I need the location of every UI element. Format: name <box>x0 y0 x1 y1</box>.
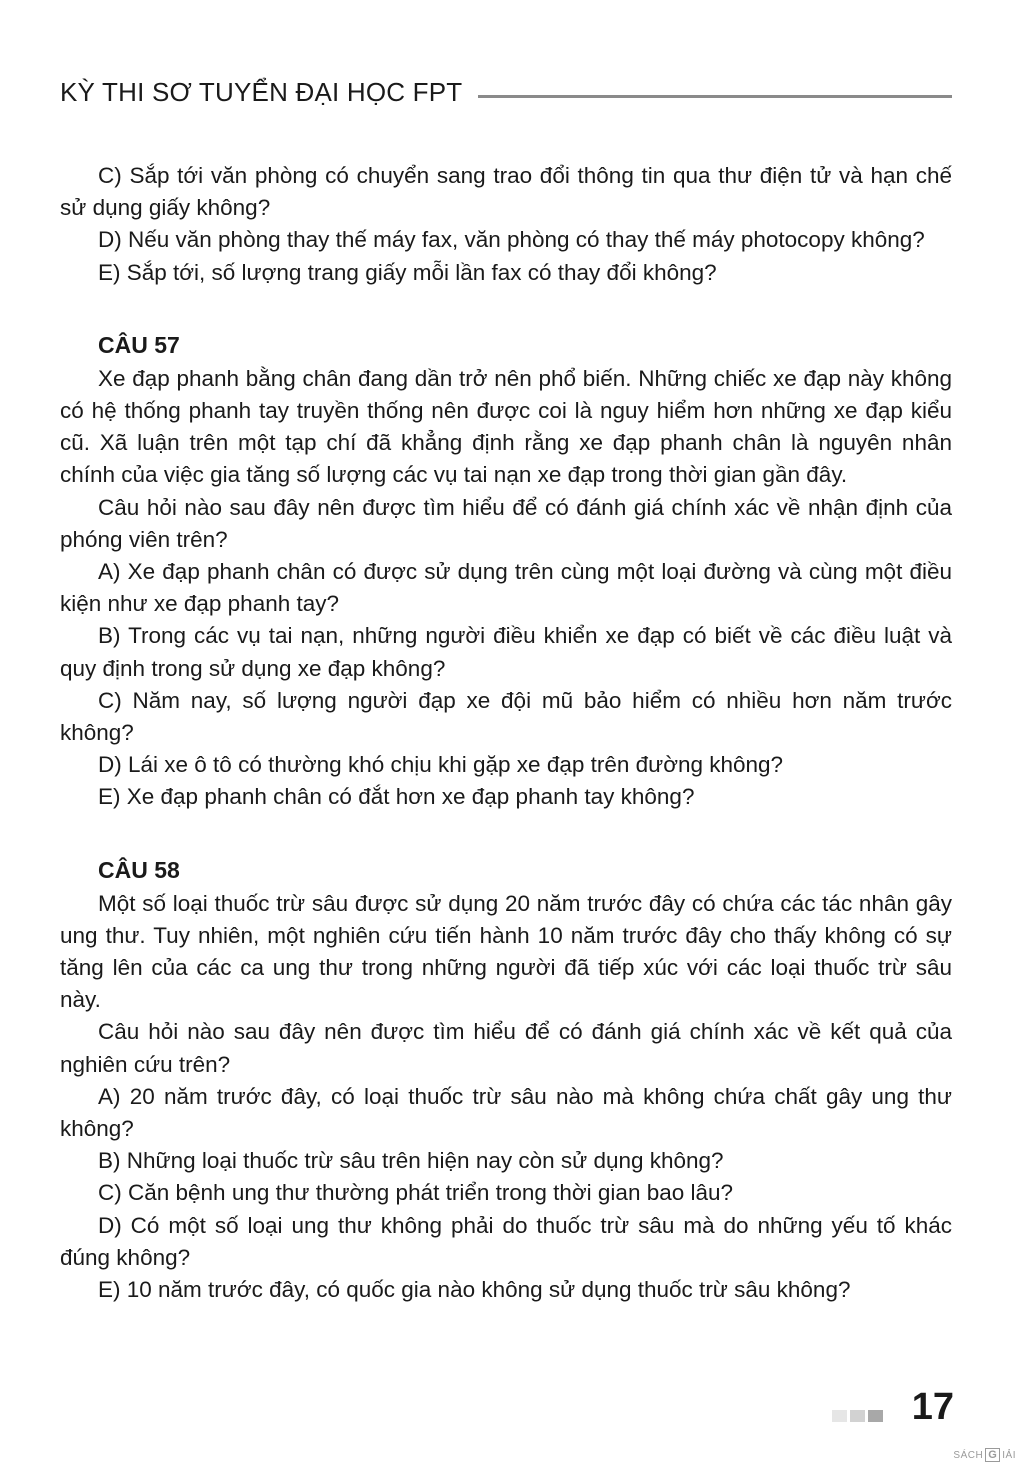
question-title: CÂU 58 <box>98 856 180 883</box>
question-57 <box>60 327 952 814</box>
option-e: E) 10 năm trước đây, có quốc gia nào không sử dụng thuốc trừ sâu không? <box>98 1277 851 1303</box>
footer-decoration <box>832 1410 883 1422</box>
option-e: E) Sắp tới, số lượng trang giấy mỗi lần fax có thay đổi không? <box>98 259 717 285</box>
watermark-text-left: SÁCH <box>953 1449 984 1461</box>
option-b: B) Những loại thuốc trừ sâu trên hiện nay còn sử dụng không? <box>98 1148 724 1174</box>
prev-question-options <box>60 160 952 289</box>
footer-dot <box>850 1410 865 1422</box>
page-header <box>60 72 952 112</box>
watermark-box: G <box>985 1448 1000 1462</box>
option-c: C) Sắp tới văn phòng có chuyển sang trao đổi thông tin qua thư điện tử và hạn chế sử dụng giấy không? <box>60 163 952 221</box>
page-content <box>60 160 952 1306</box>
option-b: B) Trong các vụ tai nạn, những người điều khiển xe đạp có biết về các điều luật và quy định trong sử dụng xe đạp không? <box>60 623 952 681</box>
footer-dot <box>832 1410 847 1422</box>
header-rule <box>478 95 952 98</box>
watermark-logo <box>953 1448 1016 1462</box>
question-passage: Xe đạp phanh bằng chân đang dần trở nên phổ biến. Những chiếc xe đạp này không có hệ thống phanh tay truyền thống nên được coi là nguy hiểm hơn những xe đạp kiểu cũ. Xã luận trên một tạp chí đã khẳng định rằng xe đạp phanh chân là nguyên nhân chính của việc gia tăng số lượng các vụ tai nạn xe đạp trong thời gian gần đây. <box>60 365 952 488</box>
page-number: 17 <box>911 1386 954 1428</box>
question-title: CÂU 57 <box>98 331 180 358</box>
watermark-text-right: IẢI <box>1002 1449 1016 1461</box>
question-58 <box>60 852 952 1307</box>
option-d: D) Nếu văn phòng thay thế máy fax, văn phòng có thay thế máy photocopy không? <box>98 227 925 253</box>
option-d: D) Lái xe ô tô có thường khó chịu khi gặp xe đạp trên đường không? <box>98 752 784 778</box>
option-e: E) Xe đạp phanh chân có đắt hơn xe đạp phanh tay không? <box>98 784 695 810</box>
option-a: A) Xe đạp phanh chân có được sử dụng trên cùng một loại đường và cùng một điều kiện như xe đạp phanh tay? <box>60 559 952 617</box>
footer-dot <box>868 1410 883 1422</box>
question-prompt: Câu hỏi nào sau đây nên được tìm hiểu để có đánh giá chính xác về kết quả của nghiên cứu trên? <box>60 1019 952 1077</box>
option-a: A) 20 năm trước đây, có loại thuốc trừ sâu nào mà không chứa chất gây ung thư không? <box>60 1083 952 1142</box>
question-prompt: Câu hỏi nào sau đây nên được tìm hiểu để có đánh giá chính xác về nhận định của phóng viên trên? <box>60 494 952 552</box>
option-d: D) Có một số loại ung thư không phải do thuốc trừ sâu mà do những yếu tố khác đúng không? <box>60 1212 952 1270</box>
header-title: KỲ THI SƠ TUYỂN ĐẠI HỌC FPT <box>60 76 463 107</box>
option-c: C) Căn bệnh ung thư thường phát triển trong thời gian bao lâu? <box>98 1180 734 1206</box>
option-c: C) Năm nay, số lượng người đạp xe đội mũ bảo hiểm có nhiều hơn năm trước không? <box>60 687 952 746</box>
question-passage: Một số loại thuốc trừ sâu được sử dụng 20 năm trước đây có chứa các tác nhân gây ung thư. Tuy nhiên, một nghiên cứu tiến hành 10 năm trước đây cho thấy không có sự tăng lên của các ca ung thư trong những người đã tiếp xúc với các loại thuốc trừ sâu này. <box>60 890 952 1013</box>
